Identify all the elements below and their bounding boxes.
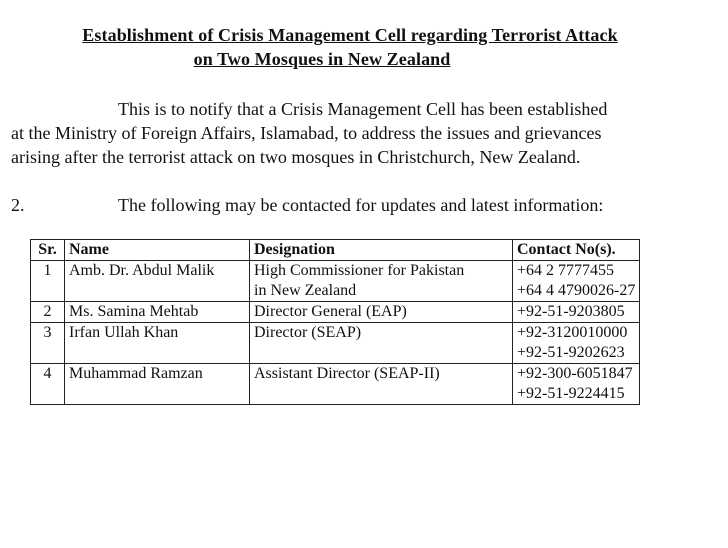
contact-number: +64 4 4790026-27 bbox=[517, 282, 636, 299]
header-sr: Sr. bbox=[31, 240, 65, 261]
cell-contact bbox=[513, 323, 640, 364]
contacts-table bbox=[30, 239, 640, 405]
table-row bbox=[31, 261, 640, 302]
paragraph1-line1: This is to notify that a Crisis Management Cell has been established bbox=[118, 99, 608, 119]
designation-line: in New Zealand bbox=[254, 282, 357, 299]
contact-intro-paragraph bbox=[11, 193, 683, 217]
cell-contact bbox=[513, 261, 640, 302]
cell-name: Ms. Samina Mehtab bbox=[65, 302, 250, 323]
contact-number: +92-3120010000 bbox=[517, 324, 628, 341]
cell-name: Irfan Ullah Khan bbox=[65, 323, 250, 364]
designation-line: Director (SEAP) bbox=[254, 324, 362, 341]
table-header-row bbox=[31, 240, 640, 261]
cell-designation bbox=[250, 302, 513, 323]
contact-number: +92-51-9224415 bbox=[517, 385, 625, 402]
cell-contact bbox=[513, 364, 640, 405]
contact-number: +92-51-9202623 bbox=[517, 344, 625, 361]
paragraph1-line2: at the Ministry of Foreign Affairs, Islamabad, to address the issues and grievances bbox=[11, 123, 602, 143]
cell-designation bbox=[250, 261, 513, 302]
contact-number: +92-51-9203805 bbox=[517, 303, 625, 320]
cell-sr: 3 bbox=[31, 323, 65, 364]
cell-sr: 2 bbox=[31, 302, 65, 323]
header-name: Name bbox=[65, 240, 250, 261]
designation-line: High Commissioner for Pakistan bbox=[254, 262, 465, 279]
contact-number: +64 2 7777455 bbox=[517, 262, 615, 279]
document-title-line1: Establishment of Crisis Management Cell regarding Terrorist Attack bbox=[82, 25, 618, 45]
cell-contact bbox=[513, 302, 640, 323]
header-contact: Contact No(s). bbox=[513, 240, 640, 261]
table-row bbox=[31, 364, 640, 405]
paragraph2-text: The following may be contacted for updates and latest information: bbox=[118, 195, 604, 215]
cell-designation bbox=[250, 323, 513, 364]
contact-number: +92-300-6051847 bbox=[517, 365, 633, 382]
document-title-line2: on Two Mosques in New Zealand bbox=[193, 49, 451, 69]
table-row bbox=[31, 323, 640, 364]
header-designation: Designation bbox=[250, 240, 513, 261]
notification-paragraph bbox=[11, 97, 683, 169]
designation-line: Assistant Director (SEAP-II) bbox=[254, 365, 440, 382]
cell-sr: 4 bbox=[31, 364, 65, 405]
table-row bbox=[31, 302, 640, 323]
cell-designation bbox=[250, 364, 513, 405]
cell-sr: 1 bbox=[31, 261, 65, 302]
designation-line: Director General (EAP) bbox=[254, 303, 407, 320]
cell-name: Muhammad Ramzan bbox=[65, 364, 250, 405]
paragraph-number: 2. bbox=[11, 195, 25, 215]
cell-name: Amb. Dr. Abdul Malik bbox=[65, 261, 250, 302]
paragraph1-line3: arising after the terrorist attack on two mosques in Christchurch, New Zealand. bbox=[11, 147, 581, 167]
